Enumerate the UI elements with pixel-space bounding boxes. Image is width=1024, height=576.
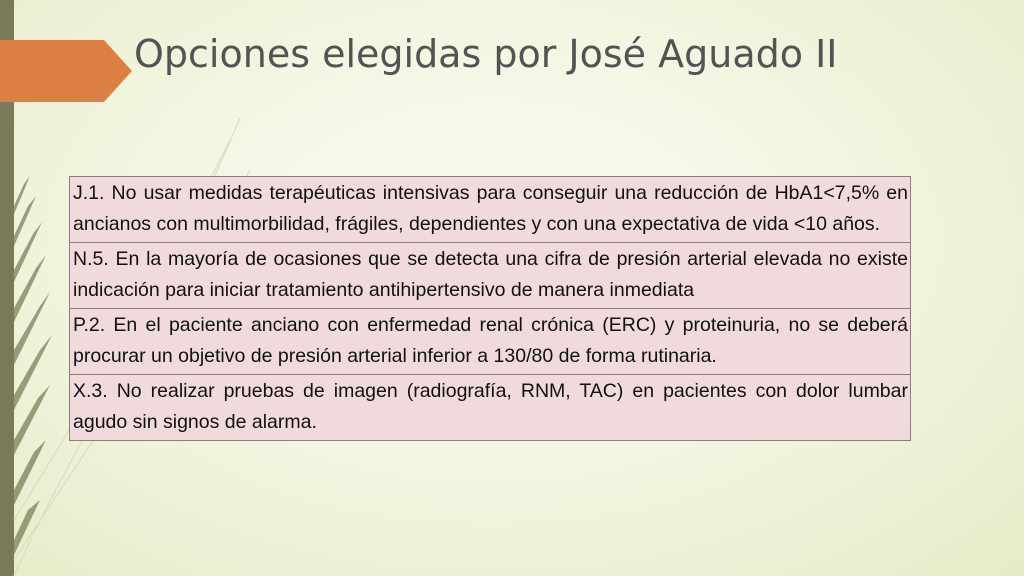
option-cell-p2: P.2. En el paciente anciano con enfermedad renal crónica (ERC) y proteinuria, no se deberá procurar un objetivo de presión arterial inferior a 130/80 de forma rutinaria.	[70, 309, 911, 375]
slide-title: Opciones elegidas por José Aguado II	[134, 32, 838, 76]
title-accent-arrow	[0, 40, 132, 102]
option-cell-n5: N.5. En la mayoría de ocasiones que se detecta una cifra de presión arterial elevada no existe indicación para iniciar tratamiento antihipertensivo de manera inmediata	[70, 243, 911, 309]
option-cell-x3: X.3. No realizar pruebas de imagen (radiografía, RNM, TAC) en pacientes con dolor lumbar agudo sin signos de alarma.	[70, 375, 911, 441]
table-row	[70, 375, 911, 441]
options-table	[69, 176, 911, 441]
table-row	[70, 309, 911, 375]
table-row	[70, 177, 911, 243]
table-row	[70, 243, 911, 309]
option-cell-j1: J.1. No usar medidas terapéuticas intensivas para conseguir una reducción de HbA1<7,5% en ancianos con multimorbilidad, frágiles, dependientes y con una expectativa de vida <10 años.	[70, 177, 911, 243]
